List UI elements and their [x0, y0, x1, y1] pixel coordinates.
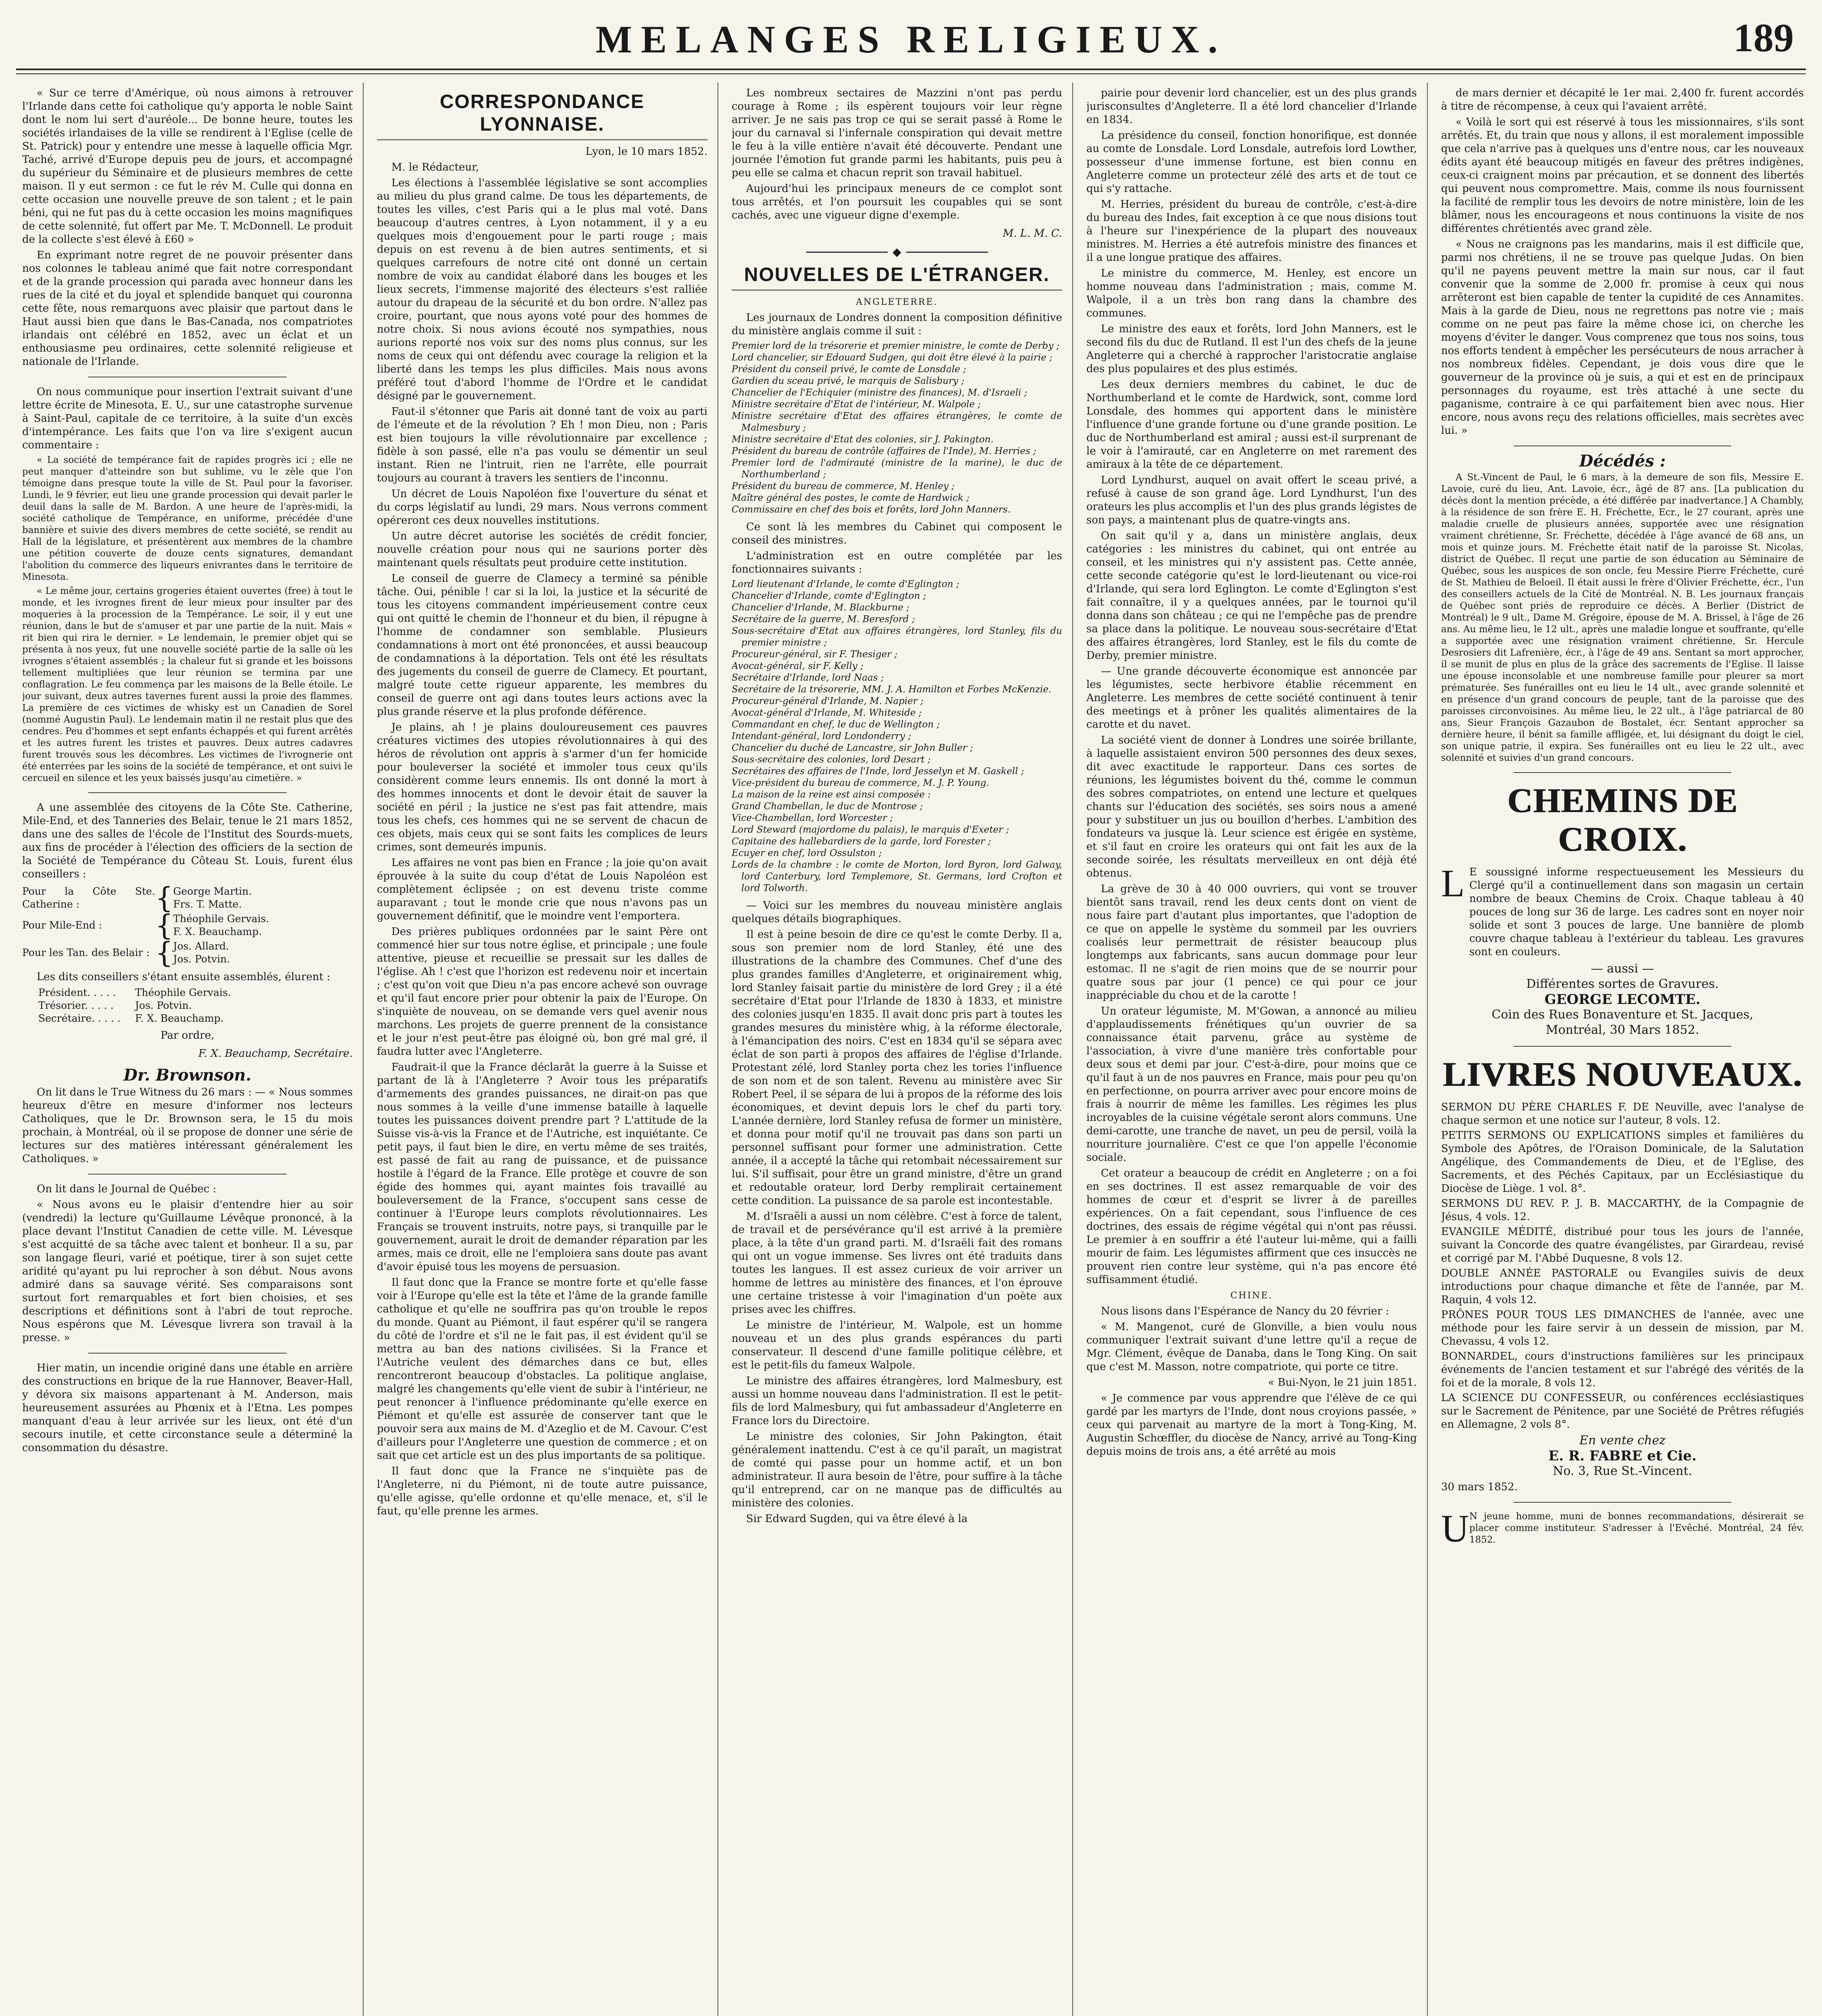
council-name: F. X. Beauchamp. [173, 926, 262, 937]
list-item: Procureur-général d'Irlande, M. Napier ; [732, 696, 924, 706]
list-item: Lord Steward (majordome du palais), le marquis d'Exeter ; [732, 825, 1009, 835]
list-item: Secrétaire de la trésorerie, MM. J. A. Hamilton et Forbes McKenzie. [732, 684, 1052, 695]
paragraph: Aujourd'hui les principaux meneurs de ce complot sont tous arrêtés, et l'on poursuit les coupables qui se sont cachés, avec une vigueur digne d'exemple. [732, 183, 1062, 221]
drop-cap: U [1441, 1507, 1469, 1550]
council-name: Frs. T. Matte. [173, 898, 242, 910]
paragraph: Faudrait-il que la France déclarât la guerre à la Suisse et partant de là à l'Angleterre ? Avoir tous les préparatifs d'armements des grandes puissances, ne dirait-on pas que nous sommes à la veille d'une immense bataille à laquelle toutes les puissances doivent prendre part ? L'attitude de la Suisse vis-à-vis la France et de l'Autriche, est inquiétante. Ce petit pays, il faut bien le dire, en vertu même de ses traités, est passé de fait au rang de puissance, et de puissance hostile à l'égard de la France. Elle protège et couvre de son égide des hommes qui, ayant maintes fois travaillé au bouleversement de la France, s'occupent sans cesse de continuer à l'Europe leurs complots révolutionnaires. Les Français se trouvent instruits, notre pays, si tranquille par le gouvernement, aurait le droit de demander réparation par les armes, mais ce droit, elle ne l'emploiera sans doute pas avant d'avoir épuisé tous les moyens de persuasion. [377, 1061, 707, 1273]
list-item: Premier lord de la trésorerie et premier ministre, le comte de Derby ; [732, 341, 1060, 351]
drop-cap: L [1441, 862, 1465, 905]
paragraph: Le ministre des eaux et forêts, lord John Manners, est le second fils du duc de Rutland. Il est l'un des chefs de la jeune Angleterre qui a cherché à rapprocher l'aristocratie anglaise des plus populaires et des plus estimés. [1086, 323, 1417, 375]
paragraph: La présidence du conseil, fonction honorifique, est donnée au comte de Lonsdale. Lord Lonsdale, autrefois lord Lowther, possesseur d'une immense fortune, est bien connu en Angleterre comme un protecteur zélé des arts et de tout ce qui s'y rattache. [1086, 129, 1417, 195]
council-place: Pour la Côte Ste. Catherine : [22, 885, 155, 910]
paragraph: Les affaires ne vont pas bien en France ; la joie qu'on avait éprouvée à la suite du coup d'état de Louis Napoléon est complètement éclipsée ; on est devenu triste comme auparavant ; tout le monde crie que nous n'avons pas un gouvernement définitif, que le moindre vent l'emportera. [377, 857, 707, 922]
officer-role: Président. . . . . [38, 987, 116, 998]
council-names [173, 912, 353, 939]
paragraph: Ce sont là les membres du Cabinet qui composent le conseil des ministres. [732, 521, 1062, 546]
officer-name: Jos. Potvin. [135, 1000, 192, 1011]
paragraph: La grève de 30 à 40 000 ouvriers, qui vont se trouver bientôt sans travail, rend les deux cents dont on vient de nous faire part d'autant plus importantes, que l'adoption de ce que on appelle le système du sommeil par les ouvriers coalisés leur permettrait de résister beaucoup plus longtemps aux fabricants, sans aucun dommage pour leur estomac. Il ne s'agit de rien moins que de se nourrir pour quatre sous par jour (1 pence) ce qui pour ce jour inappréciable du chou et de la carotte ! [1086, 883, 1417, 1002]
list-item: Président du bureau de commerce, M. Henley ; [732, 481, 955, 492]
list-item: Sous-secrétaire des colonies, lord Desart ; [732, 754, 931, 765]
masthead-area [0, 0, 1822, 77]
paragraph: L'administration est en outre complétée par les fonctionnaires suivants : [732, 550, 1062, 575]
list-item: Premier lord de l'admirauté (ministre de la marine), le duc de Northumberland ; [732, 458, 1062, 480]
section-title: Dr. Brownson. [123, 1066, 252, 1085]
council-place: Pour les Tan. des Belair : [22, 947, 150, 958]
divider [88, 1174, 287, 1175]
advert-text: N jeune homme, muni de bonnes recommandations, désirerait se placer comme instituteur. S'adresser à l'Evêché. Montréal, 24 fév. 1852. [1469, 1511, 1804, 1545]
column-3 [732, 87, 1062, 2016]
signature: F. X. Beauchamp, Secrétaire. [198, 1048, 353, 1060]
dateline: « Bui-Nyon, le 21 juin 1851. [1268, 1377, 1417, 1389]
seller-address: No. 3, Rue St.-Vincent. [1553, 1464, 1692, 1478]
paragraph: Le ministre de l'intérieur, M. Walpole, est un homme nouveau et un des plus grands espérances du parti conservateur. Il descend d'une famille politique célèbre, et est le petit-fils du fameux Walpole. [732, 1319, 1062, 1371]
paragraph: Les élections à l'assemblée législative se sont accomplies au milieu du plus grand calme. De tous les départements, de toutes les villes, c'est Paris qui a le plus mal voté. Dans beaucoup d'autres centres, à Lyon notamment, il y a eu quelques mois d'engouement pour le parti rouge ; mais depuis on est revenu à de bien autres sentiments, et si quelques carrefours de notre cité ont donné un certain nombre de voix au candidat élaboré dans les bouges et les lieux secrets, l'immense majorité des électeurs s'est ralliée autour du drapeau de la sécurité et du bon ordre. N'allez pas croire, pourtant, que nous ayons voté pour des hommes de notre choix. Si nous avions écouté nos sympathies, nous aurions reporté nos voix sur des noms plus connus, sur les noms de ceux qui ont défendu avec courage la religion et la liberté dans les temps les plus difficiles. Mais nous avons préféré tout d'abord l'homme de l'Ordre et le candidat désigné par le gouvernement. [377, 177, 707, 402]
council-row [22, 884, 353, 912]
paragraph: Un décret de Louis Napoléon fixe l'ouverture du sénat et du corps législatif au lundi, 29 mars. Nous verrons comment opéreront ces deux nouvelles institutions. [377, 488, 707, 527]
paragraph: Je plains, ah ! je plains douloureusement ces pauvres créatures victimes des utopies révolutionnaires à qui des héros de révolution ont appris à s'armer d'un fer homicide pour bouleverser la société et immoler tous ceux qu'ils considèrent comme leurs ennemis. Ils ont donné la mort à des hommes innocents et dont le devoir était de sauver la société en péril ; la justice ne s'est pas fait attendre, mais tous les chefs, ces hommes qui ne se servent de chacun de ces objets, mais ceux qui se sont faits les complices de leurs crimes, sont demeurés impunis. [377, 721, 707, 853]
list-item: Vice-président du bureau de commerce, M. J. P. Young. [732, 778, 989, 788]
list-item: Avocat-général d'Irlande, M. Whiteside ; [732, 708, 922, 718]
paragraph: Les nombreux sectaires de Mazzini n'ont pas perdu courage à Rome ; ils espèrent toujours voir leur règne arriver. Je ne sais pas trop ce qui se serait passé à Rome le jour du carnaval si l'infernale conspiration qui devait mettre le feu à la ville entière n'avait été découverte. Pendant une journée l'émotion fut grande parmi les habitants, puis peu à peu elle se calma et chacun reprit son travail habituel. [732, 87, 1062, 179]
list-item: Lord chancelier, sir Edouard Sudgen, qui doit être élevé à la pairie ; [732, 352, 1052, 363]
list-item: Lord lieutenant d'Irlande, le comte d'Eglington ; [732, 579, 959, 589]
section-title: CORRESPONDANCE LYONNAISE. [377, 91, 707, 140]
paragraph: Il est à peine besoin de dire ce qu'est le comte Derby. Il a, sous son premier nom de lord Stanley, été une des illustrations de la chambre des Communes. Chef d'une des plus grandes familles d'Angleterre, et originairement whig, lord Stanley faisait partie du ministère de lord Grey ; il a été secrétaire d'Etat pour l'Irlande de 1830 à 1833, et ministre des colonies jusqu'en 1835. Il avait donc pris part à toutes les grandes mesures du ministère whig, à la réforme électorale, à l'émancipation des noirs. C'est en 1834 qu'il se sépara avec éclat de son parti à propos des affaires de l'église d'Irlande. Protestant zélé, lord Stanley porta chez les tories l'influence de son nom et de son talent. Revenu au ministère avec Sir Robert Peel, il se sépara de lui à propos de la réforme des lois économiques, et devint depuis lors le chef du parti tory. L'année dernière, lord Stanley refusa de former un ministère, et donna pour motif qu'il ne trouvait pas dans son parti un personnel suffisant pour former une administration. Cette année, il a accepté la tâche qui retombait nécessairement sur lui. S'il suffisait, pour être un grand ministre, d'être un grand et redoutable orateur, lord Derby remplirait certainement cette condition. La puissance de sa parole est incontestable. [732, 929, 1062, 1207]
paragraph: Les deux derniers membres du cabinet, le duc de Northumberland et le comte de Hardwick, sont, comme lord Lonsdale, des hommes qui apportent dans le ministère l'influence d'une grande fortune ou d'une grande position. Le duc de Northumberland est amiral ; aussi est-il surprenant de le voir à l'amirauté, car en Angleterre on met rarement des amiraux à la tête de ce département. [1086, 379, 1417, 471]
list-item: Chancelier d'Irlande, M. Blackburne ; [732, 602, 909, 613]
paragraph: Lord Lyndhurst, auquel on avait offert le sceau privé, a refusé à cause de son grand âge. Lord Lyndhurst, l'un des orateurs les plus accomplis et l'un des plus grands légistes de son pays, a maintenant plus de quatre-vingts ans. [1086, 474, 1417, 526]
death-notices: A St.-Vincent de Paul, le 6 mars, à la demeure de son fils, Messire E. Lavoie, curé du lieu, Ant. Lavoie, écr., âgé de 87 ans. [La publication du décès dont la mention précède, a été différée par inadvertance.] A Chambly, à la résidence de son frère E. H. Fréchette, Ecr., le 27 courant, après une maladie cruelle de plusieurs années, supportée avec une résignation vraiment chrétienne, Sr. Fréchette, décédée à l'âge avancé de 68 ans, un mois et quinze jours. M. Fréchette était natif de la paroisse St. Nicolas, district de Québec. Il reçut une partie de son éducation au Séminaire de Québec, sous les auspices de son oncle, feu Messire Pierre Fréchette, curé de St. Mathieu de Beloeil. Il était aussi le frère d'Olivier Fréchette, écr., l'un des conseillers actuels de la Cité de Montréal. N. B. Les journaux français de Québec sont priés de reproduire ce décès. A Berlier (District de Montréal) le 9 ult., Dame M. Grégoire, épouse de M. A. Brissel, à l'âge de 26 ans. Au même lieu, le 12 ult., après une maladie longue et souffrante, qu'elle a supportée avec une résignation vraiment chrétienne, Sr. Hercule Desrosiers dit Lafrenière, écr., à l'âge de 49 ans. Sentant sa mort approcher, il se munit de plus en plus de la grâce des sacrements de l'Eglise. Il laisse une épouse inconsolable et une nombreuse famille pour pleurer sa mort prématurée. Ses funérailles ont eu lieu le 14 ult., avec grande solennité et en présence d'un grand concours de peuple, tant de la paroisse que des paroisses circonvoisines. Au même lieu, le 22 ult., à l'âge patriarcal de 80 ans, Sieur François Gazaubon de Bostalet, écr. Sentant approcher sa dernière heure, il bénit sa famille affligée, et, lui désignant du doigt le ciel, son unique patrie, il expira. Ses funérailles ont eu lieu le 22 ult., avec solennité et suivies d'un grand concours. [1441, 472, 1804, 763]
advert-date: Montréal, 30 Mars 1852. [1545, 1023, 1699, 1037]
advert-title: LIVRES NOUVEAUX. [1442, 1055, 1803, 1093]
advert-title: CHEMINS DE CROIX. [1507, 781, 1738, 858]
advert-body [1441, 1507, 1804, 1550]
signature: M. L. M. C. [1003, 227, 1062, 240]
salutation: M. le Rédacteur, [391, 161, 479, 173]
advert-aussi: — aussi — [1591, 962, 1654, 976]
officer-row [38, 986, 353, 999]
list-item: Ministre secrétaire d'Etat des colonies, sir J. Pakington. [732, 434, 994, 445]
advertiser-name: GEORGE LECOMTE. [1544, 991, 1701, 1008]
paragraph: pairie pour devenir lord chancelier, est un des plus grands jurisconsultes d'Angleterre. Il a été lord chancelier d'Irlande en 1834. [1086, 87, 1417, 126]
officer-role: Secrétaire. . . . . [38, 1012, 121, 1024]
list-item: Secrétaires des affaires de l'Inde, lord Jesselyn et M. Gaskell ; [732, 766, 1024, 777]
paragraph: Le ministre des affaires étrangères, lord Malmesbury, est aussi un homme nouveau dans l'administration. Il est le petit-fils de lord Malmesbury, qui fut ambassadeur d'Angleterre en France lors du Directoire. [732, 1375, 1062, 1427]
officer-name: Théophile Gervais. [135, 987, 231, 998]
list-item: Chancelier d'Irlande, comte d'Eglington ; [732, 591, 926, 601]
paragraph: Faut-il s'étonner que Paris ait donné tant de voix au parti de l'émeute et de la révolution ? Eh ! mon Dieu, non ; Paris est bien toujours la ville révolutionnaire par excellence ; fidèle à son passé, elle n'a pas voulu se démentir un seul instant. Rien ne l'intruit, rien ne l'arrête, elle pourrait toujours au courant à travers les sentiers de l'inconnu. [377, 406, 707, 484]
list-item: Ministre secrétaire d'Etat de l'intérieur, M. Walpole ; [732, 399, 981, 410]
paragraph: Les dits conseillers s'étant ensuite assemblés, élurent : [37, 971, 331, 983]
officials-list [732, 579, 1062, 894]
list-item: Lords de la chambre : le comte de Morton, lord Byron, lord Galway, lord Canterbury, lord Templemore, St. Germans, lord Crofton et lord Tolworth. [732, 860, 1062, 893]
paragraph: Les journaux de Londres donnent la composition définitive du ministère anglais comme il suit : [732, 312, 1062, 337]
paragraph: Le conseil de guerre de Clamecy a terminé sa pénible tâche. Oui, pénible ! car si la loi, la justice et la sécurité de tous les citoyens commandent impérieusement contre ceux qui ont quitté le chemin de l'honneur et du bien, il répugne à l'homme de condamner son semblable. Plusieurs condamnations à mort ont été prononcées, et aussi beaucoup de condamnations à la déportation. Tels ont été les résultats des jugements du conseil de guerre de Clamecy. Et pourtant, malgré toute cette rigueur apparente, les membres du conseil de guerre ont agi dans toutes leurs actions avec la plus grande réserve et la plus profonde déférence. [377, 573, 707, 718]
council-list [22, 881, 353, 969]
council-names [173, 884, 353, 912]
paragraph: — Voici sur les membres du nouveau ministère anglais quelques détails biographiques. [732, 900, 1062, 925]
paragraph: Il faut donc que la France ne s'inquiète pas de l'Angleterre, ni du Piémont, ni de toute autre puissance, qu'elle agisse, qu'elle ordonne et qu'elle menace, et, s'il le faut, qu'elle prenne les armes. [377, 1465, 707, 1517]
book-entry: PRÔNES POUR TOUS LES DIMANCHES de l'année, avec une méthode pour les faire servir à un dessein de mission, par M. Chevassu, 4 vols 12. [1441, 1309, 1804, 1347]
list-item: Chancelier du duché de Lancastre, sir John Buller ; [732, 743, 973, 753]
section-title: NOUVELLES DE L'ÉTRANGER. [732, 264, 1062, 291]
brace: { [155, 881, 173, 914]
paragraph: Nous lisons dans l'Espérance de Nancy du 20 février : [1101, 1305, 1389, 1317]
list-item: Procureur-général, sir F. Thesiger ; [732, 649, 898, 660]
quoted-letter: « Le même jour, certains grogeries étaient ouvertes (free) à tout le monde, et les ivrognes firent de leur mieux pour insulter par des moqueries à la procession de la Tempérance. Le soir, il y eut une réunion, dans le but de s'amuser et par une partie de la nuit. Mais « rit bien qui rira le dernier. » Le lendemain, le premier objet qui se présenta à nos yeux, fut une nouvelle société partie de la salle où les ivrognes s'étaient assemblés ; la chaleur fut si grande et les boissons tellement multipliées que leur réunion se termina par une conflagration. Le feu commença par les maisons de la Belle étoile. Le jour suivant, deux autres tavernes furent aussi la proie des flammes. La première de ces victimes de whisky est un Canadien de Sorel (nommé Augustin Paul). Le lendemain matin il ne restait plus que des cendres. Peu d'hommes et sept enfants échappés et qui furent arrêtés et les autres furent les tristes et pauvres. Deux autres cadavres furent trouvés sous les décombres. Les victimes de l'ivrognerie ont été enterrées par les soins de la société de tempérance, et ont suivi le cercueil en silence et les yeux baissés jusqu'au cimetière. » [22, 586, 353, 783]
council-name: Jos. Allard. [173, 940, 229, 952]
paragraph: Des prières publiques ordonnées par le saint Père ont commencé hier sur tous notre église, et principale ; une foule attentive, pieuse et recueillie se pressait sur les dalles de l'église. Ah ! c'est que l'horizon est redevenu noir et incertain ; c'est qu'on voit que Dieu n'a pas encore achevé son ouvrage et qu'il faut encore prier pour obtenir la paix de l'Europe. On s'inquiète de nouveau, on se demande vers quel avenir nous marchons. Les projets de guerre prennent de la consistance et le jour n'est peut-être pas éloigné où, bon gré mal gré, il faudra lutter avec l'Angleterre. [377, 926, 707, 1058]
paragraph: M. d'Israëli a aussi un nom célèbre. C'est à force de talent, de travail et de persévérance qu'il est arrivé à la première place, à la tête d'un grand parti. M. d'Israëli fait des romans qui ont un vogue immense. Ses livres ont été traduits dans toutes les langues. Il est assez curieux de voir arriver un homme de lettres au ministère des finances, et l'on éprouve une certaine tristesse à voir l'imagination d'un poète aux prises avec les chiffres. [732, 1210, 1062, 1316]
paragraph: Un autre décret autorise les sociétés de crédit foncier, nouvelle création pour nous qui ne saurions porter dès maintenant quels résultats peut produire cette institution. [377, 530, 707, 569]
list-item: Président du conseil privé, le comte de Lonsdale ; [732, 364, 966, 375]
divider [88, 1353, 287, 1354]
list-item: Ministre secrétaire d'Etat des affaires étrangères, le comte de Malmesbury ; [732, 411, 1062, 433]
list-item: Intendant-général, lord Londonderry ; [732, 731, 911, 741]
book-entry: DOUBLE ANNÉE PASTORALE ou Evangiles suivis de deux introductions pour chaque dimanche et fête de l'année, par M. Raquin, 4 vols 12. [1441, 1267, 1804, 1306]
paragraph: « Voilà le sort qui est réservé à tous les missionnaires, s'ils sont arrêtés. Et, du train que nous y allons, il est moralement impossible que cela n'arrive pas à quelques uns d'entre nous, car les nouveaux édits ayant été beaucoup mitigés en faveur des prêtres indigènes, ceux-ci craignent moins par précaution, et se donnent des libertés qui peuvent nous compromettre. Mais, comme ils nous fournissent la facilité de remplir tous les devoirs de notre ministère, loin de les blâmer, nous les encourageons et nous continuons la visite de nos différentes chrétientés avec grand zèle. [1441, 116, 1804, 235]
book-entry: BONNARDEL, cours d'instructions familières sur les principaux événements de l'ancien testament et sur l'abrégé des vérités de la foi et de la morale, 8 vols 12. [1441, 1350, 1804, 1389]
column-divider [363, 83, 364, 2016]
officers-list [38, 986, 353, 1025]
paragraph: On lit dans le True Witness du 26 mars : — « Nous sommes heureux d'être en mesure d'informer nos lecteurs Catholiques, que le Dr. Brownson sera, le 15 du mois prochain, à Montréal, où il se propose de donner une série de lectures sur des matières intéressant généralement les Catholiques. » [22, 1086, 353, 1165]
column-2 [377, 87, 707, 2016]
paragraph: — Une grande découverte économique est annoncée par les légumistes, secte herbivore établie récemment en Angleterre. Les membres de cette société continuent à tenir des meetings et à prôner les qualités alimentaires de la carotte et du navet. [1086, 665, 1417, 731]
divider [1514, 1046, 1731, 1047]
paragraph: « Nous avons eu le plaisir d'entendre hier au soir (vendredi) la lecture qu'Guillaume Lévêque prononcé, à la place devant l'Institut Canadien de cette ville. M. Lévesque s'est acquitté de sa tâche avec talent et bonheur. Il a su, par son langage fleuri, varié et poétique, tirer à son sujet cette aridité qu'ayant pu lui reprocher à son début. Nous avons admiré dans sa sauvage vérité. Ses comparaisons sont surtout fort remarquables et fort bien choisies, et ses descriptions et définitions sont à l'abri de tout reproche. Nous espérons que M. Lévesque livrera son travail à la presse. » [22, 1199, 353, 1344]
paragraph: Sir Edward Sugden, qui va être élevé à la [746, 1513, 968, 1525]
header-rule [16, 69, 1806, 70]
list-item: Capitaine des hallebardiers de la garde, lord Forester ; [732, 836, 991, 847]
list-item: Sous-secrétaire d'Etat aux affaires étrangères, lord Stanley, fils du premier ministre ; [732, 626, 1062, 648]
paragraph: On sait qu'il y a, dans un ministère anglais, deux catégories : les ministres du cabinet, qui ont entrée au conseil, et les ministres qui n'y assistent pas. Cette année, cette seconde catégorie qu'est le lord-lieutenant ou vice-roi d'Irlande, qui sera lord Eglington. Le comte d'Eglington s'est fait connaître, il y a quelques années, par le tournoi qu'il donna dans son château ; ce qui ne l'empêche pas de prendre sa place dans la politique. Le nouveau sous-secrétaire d'Etat des affaires étrangères, lord Stanley, est le fils du comte de Derby, premier ministre. [1086, 530, 1417, 662]
list-item: Chancelier de l'Echiquier (ministre des finances), M. d'Israeli ; [732, 387, 1027, 398]
paragraph: Le ministre du commerce, M. Henley, est encore un homme nouveau dans l'administration ; mais, comme M. Walpole, il a un très bon rang dans la chambre des communes. [1086, 267, 1417, 319]
list-item: Secrétaire de la guerre, M. Beresford ; [732, 614, 915, 625]
list-item: La maison de la reine est ainsi composée : [732, 789, 931, 800]
column-5 [1441, 87, 1804, 2016]
book-entry: SERMON DU PÈRE CHARLES F. DE Neuville, avec l'analyse de chaque sermon et une notice sur l'auteur, 8 vols. 12. [1441, 1101, 1804, 1127]
ornament-divider [806, 248, 988, 256]
ministry-list [732, 340, 1062, 516]
list-item: Gardien du sceau privé, le marquis de Salisbury ; [732, 376, 965, 386]
seller-name: E. R. FABRE et Cie. [1548, 1448, 1697, 1464]
list-item: Ecuyer en chef, lord Ossulston ; [732, 848, 882, 858]
column-1 [22, 87, 353, 2016]
brace: { [155, 936, 173, 969]
quoted-letter: « La société de tempérance fait de rapides progrès ici ; elle ne peut manquer d'atteindre son but sublime, vu le zèle que l'on témoigne dans presque toute la ville de St. Paul pour la favoriser. Lundi, le 9 février, eut lieu une grande procession qui devait parler le deuil dans la salle de M. Bardon. A une heure de l'après-midi, la société catholique de Tempérance, en uniforme, précédée d'une bannière et suivie des divers membres de cette société, se rendit au Hall de la législature, et présentèrent aux membres de la chambre une pétition couverte de douze cents signatures, demandant l'abolition du commerce des liqueurs enivrantes dans le territoire de Minesota. [22, 455, 353, 582]
book-entry: PETITS SERMONS OU EXPLICATIONS simples et familières du Symbole des Apôtres, de l'Oraison Dominicale, de la Salutation Angélique, des Commandements de Dieu, et de l'Eglise, des Sacrements, et des Péchés Capitaux, par un Ecclésiastique du Diocèse de Liège. 1 vol. 8°. [1441, 1129, 1804, 1195]
section-title: Décédés : [1579, 452, 1666, 471]
divider [1514, 772, 1731, 773]
council-names [173, 939, 353, 966]
paragraph: « Nous ne craignons pas les mandarins, mais il est difficile que, parmi nos chrétiens, il ne se trouve pas quelque Judas. On bien qu'il ne payens peuvent mettre la main sur nous, car il faut convenir que la somme de 2,000 fr. promise à ceux qui nous arrêteront est bien capable de tenter la cupidité de ces Annamites. Mais à la garde de Dieu, nous ne regrettons pas notre vie ; mais comme on ne peut pas faire la même chose ici, on cherche les moyens d'éviter le danger. Vous comprenez que tous nos soins, tous nos efforts tendent à empêcher les persécuteurs de nous arracher à nos nombreux fidèles. Cependant, je dois vous dire que le gouverneur de la province où je suis, a qui et est en de principaux personnages du royaume, est très attaché à une secte du paganisme, contraire à ce qui parfaitement bien avec nous. Hier encore, nous avons reçu des relations officielles, mais secrètes avec lui. » [1441, 238, 1804, 437]
paragraph: On nous communique pour insertion l'extrait suivant d'une lettre écrite de Minesota, E. U., sur une catastrophe survenue à Saint-Paul, capitale de ce territoire, à la suite d'un excès d'intempérance. Les faits que l'on va lire s'exigent aucun commentaire : [22, 386, 353, 451]
page-number: 189 [1733, 15, 1794, 60]
header-rule-thin [16, 73, 1806, 74]
list-item: Avocat-général, sir F. Kelly ; [732, 661, 863, 671]
book-entry: LA SCIENCE DU CONFESSEUR, ou conférences ecclésiastiques sur le Sacrement de Pénitence, par une Société de Prêtres réfugiés en Allemagne, 2 vols 8°. [1441, 1392, 1804, 1431]
dateline: Lyon, le 10 mars 1852. [585, 146, 707, 158]
officer-row [38, 1012, 353, 1025]
paragraph: Hier matin, un incendie originé dans une étable en arrière des constructions en brique de la rue Hannover, Beaver-Hall, y dévora six maisons appartenant à M. Anderson, mais heureusement assurées au Phœnix et à l'Etna. Les pompes manquant d'eau à leur arrivée sur les lieux, ont été d'un secours inutile, et cette circonstance seule a déterminé la consommation du désastre. [22, 1362, 353, 1454]
list-item: Commandant en chef, le duc de Wellington ; [732, 719, 940, 730]
by-order: Par ordre, [160, 1029, 214, 1041]
divider [1514, 1502, 1731, 1503]
book-entry: EVANGILE MÉDITÉ, distribué pour tous les jours de l'année, suivant la Concorde des quatre évangélistes, par Girardeau, revisé et corrigé par M. l'Abbé Duquesne, 8 vols 12. [1441, 1226, 1804, 1264]
paragraph: La société vient de donner à Londres une soirée brillante, à laquelle assistaient environ 500 personnes des deux sexes, dit avec exactitude le rapporteur. Dans ces sortes de réunions, les légumistes boivent du thé, comme le commun des sobres compatriotes, on entend une lecture et quelques chants sur l'éducation des sociétés, ses soirs nous a amené pour y substituer un jus ou bouillon d'herbes. L'ambition des fondateurs va jusque là. Leur science est érigée en système, et s'il faut en croire les orateurs qui ont fait les aux de la seconde soirée, les résultats merveilleux en ont déjà été obtenus. [1086, 734, 1417, 879]
list-item: Président du bureau de contrôle (affaires de l'Inde), M. Herries ; [732, 446, 1036, 456]
council-place: Pour Mile-End : [22, 919, 102, 931]
paragraph: Il faut donc que la France se montre forte et qu'elle fasse voir à l'Europe qu'elle est la tête et l'âme de la grande famille catholique et qu'elle ne souffrira pas qu'on trouble le repos du monde. Quant au Piémont, il faut espérer qu'il se rangera du côté de l'ordre et s'il ne le fait pas, il est évident qu'il se mettra au ban des nations civilisées. Si la France et l'Autriche veulent des démarches dans ce but, elles rencontreront beaucoup d'obstacles. La politique anglaise, malgré les changements qu'elle vient de subir à l'intérieur, ne peut renoncer à l'influence prédominante qu'elle exerce en Piémont et qu'elle est assurée de conserver tant que le pouvoir sera aux mains de M. d'Azeglio et de M. Cavour. C'est d'ailleurs pour l'Angleterre une question de commerce ; et on sait que cet article est un des plus importants de sa politique. [377, 1277, 707, 1462]
divider [88, 792, 287, 793]
list-item: Secrétaire d'Irlande, lord Naas ; [732, 673, 884, 683]
paragraph: Un orateur légumiste, M. M'Gowan, a annoncé au milieu d'applaudissements frénétiques qu'un ouvrier de sa connaissance était parvenu, grâce au système de l'association, à vivre d'une manière très confortable pour deux sous et demi par jour. C'est-à-dire, pour moins que ce qu'il faut à un de nos pauvres en France, mais pour peu qu'on en perfectionne, on pourra arriver avec pour encore moins de frais à nourrir de même les familles. Les régimes les plus incroyables de la cuisine végétale seront alors communs. Une demi-carotte, une tranche de navet, un peu de persil, voilà la nourriture journalière. C'est ce que l'on appelle l'économie sociale. [1086, 1005, 1417, 1164]
list-item: Commissaire en chef des bois et forêts, lord John Manners. [732, 504, 1011, 515]
paragraph: En exprimant notre regret de ne pouvoir présenter dans nos colonnes le tableau animé que fait notre correspondant et de la grande procession qui parada avec honneur dans les rues de la cité et du joyal et splendide banquet qui couronna cette fête, nous remarquons avec plaisir que partout dans le Haut aussi bien que dans le Bas-Canada, nos compatriotes irlandais ont célébré en 1852, avec un éclat et un enthousiasme peu ordinaires, cette solennité religieuse et nationale de l'Irlande. [22, 249, 353, 368]
newspaper-title: MELANGES RELIGIEUX. [595, 18, 1227, 61]
list-item: Vice-Chambellan, lord Worcester ; [732, 813, 893, 823]
paragraph: « M. Mangenot, curé de Glonville, a bien voulu nous communiquer l'extrait suivant d'une lettre qu'il a reçue de Mgr. Clément, évêque de Danaba, dans le Tong King. On sait que c'est M. Masson, notre compatriote, qui porte ce titre. [1086, 1321, 1417, 1373]
brace: { [155, 909, 173, 942]
book-entry: SERMONS DU REV. P. J. B. MACCARTHY, de la Compagnie de Jésus, 4 vols. 12. [1441, 1198, 1804, 1223]
paragraph: A une assemblée des citoyens de la Côte Ste. Catherine, Mile-End, et des Tanneries des Belair, tenue le 21 mars 1852, dans une des salles de l'école de l'Institut des Sourds-muets, aux fins de procéder à l'élection des officiers de la section de la Société de Tempérance du Côteau St. Louis, furent élus conseillers : [22, 802, 353, 880]
paragraph: M. Herries, président du bureau de contrôle, c'est-à-dire du bureau des Indes, fait exception à ce que nous disions tout à l'heure sur l'inexpérience de la plupart des nouveaux ministres. M. Herries a été autrefois ministre des finances et il a une longue pratique des affaires. [1086, 198, 1417, 264]
officer-role: Trésorier. . . . . [38, 1000, 114, 1011]
council-row [22, 912, 353, 939]
advert-body [1441, 862, 1804, 959]
column-4 [1086, 87, 1417, 2016]
list-item: Maître général des postes, le comte de Hardwick ; [732, 493, 970, 503]
paragraph: de mars dernier et décapité le 1er mai. 2,400 fr. furent accordés à titre de récompense, à ceux qui l'avaient arrêté. [1441, 87, 1804, 112]
subsection-title: CHINE. [1230, 1291, 1273, 1301]
column-divider [1072, 83, 1073, 2016]
officer-row [38, 999, 353, 1012]
advert-address: Coin des Rues Bonaventure et St. Jacques, [1491, 1008, 1753, 1022]
council-name: Jos. Potvin. [173, 953, 230, 965]
paragraph: Cet orateur a beaucoup de crédit en Angleterre ; on a foi en ses doctrines. Il est assez remarquable de voir des hommes de cœur et d'esprit se livrer à de pareilles expériences. On a fait cependant, sous l'influence de ces doctrines, des essais de régime végétal qui n'ont pas réussi. Le premier à en souffrir a été l'auteur lui-même, qui a failli mourir de faim. Les légumistes affirment que ces insuccès ne prouvent rien contre leur système, qui n'a pas encore été suffisamment étudié. [1086, 1167, 1417, 1286]
paragraph: « Je commence par vous apprendre que l'élève de ce qui gardé par les martyrs de l'Inde, dont nous croyions passée, » ceux qui parvenait au martyre de la mort à Tong-King, M. Augustin Schœffler, du diocèse de Nancy, arrivé au Tong-King depuis moins de trois ans, a été arrêté au mois [1086, 1392, 1417, 1458]
council-name: Théophile Gervais. [173, 913, 269, 925]
advert-line: Différentes sortes de Gravures. [1526, 977, 1719, 991]
council-row [22, 939, 353, 966]
advert-text: E soussigné informe respectueusement les Messieurs du Clergé qu'il a continuellement dans son magasin un certain nombre de beaux Chemins de Croix. Chaque tableau à 40 pouces de long sur 36 de large. Les cadres sont en noyer noir solide et sont 3 pouces de large. Une bannière de plomb couvre chaque tableau à l'extérieur du tableau. Les gravures sont en couleurs. [1469, 866, 1804, 958]
seller-line: En vente chez [1579, 1433, 1666, 1447]
council-name: George Martin. [173, 885, 252, 897]
paragraph: « Sur ce terre d'Amérique, où nous aimons à retrouver l'Irlande dans cette foi catholique qu'y apporta le noble Saint dont le nom lui sert d'auréole... De bonne heure, toutes les sociétés irlandaises de la ville se rendirent à l'Eglise (celle de St. Patrick) pour y entendre une messe à laquelle officia Mgr. Taché, arrivé d'Europe depuis peu de jours, et accompagné du supérieur du Séminaire et de plusieurs membres de cette maison. Il y eut sermon : ce fut le rév M. Culle qui donna en cette occasion une nouvelle preuve de son talent ; et le pain béni, qui ne fut pas du à cette occasion les moins magnifiques de cette solennité, fut offert par Me. T. McDonnell. Le produit de la collecte s'est élevé à £60 » [22, 87, 353, 246]
paragraph: Le ministre des colonies, Sir John Pakington, était généralement inattendu. C'est à ce qu'il paraît, un magistrat de comté qui passe pour un homme actif, et un bon administrateur. Il aura besoin de l'être, pour suffire à la tâche qu'il entreprend, car on ne manque pas de difficultés au ministère des colonies. [732, 1431, 1062, 1509]
column-divider [1427, 83, 1428, 2016]
subsection-title: ANGLETERRE. [856, 297, 938, 307]
paragraph: On lit dans le Journal de Québec : [37, 1183, 216, 1195]
list-item: Grand Chambellan, le duc de Montrose ; [732, 801, 923, 812]
advert-date: 30 mars 1852. [1441, 1481, 1518, 1493]
officer-name: F. X. Beauchamp. [135, 1012, 224, 1024]
